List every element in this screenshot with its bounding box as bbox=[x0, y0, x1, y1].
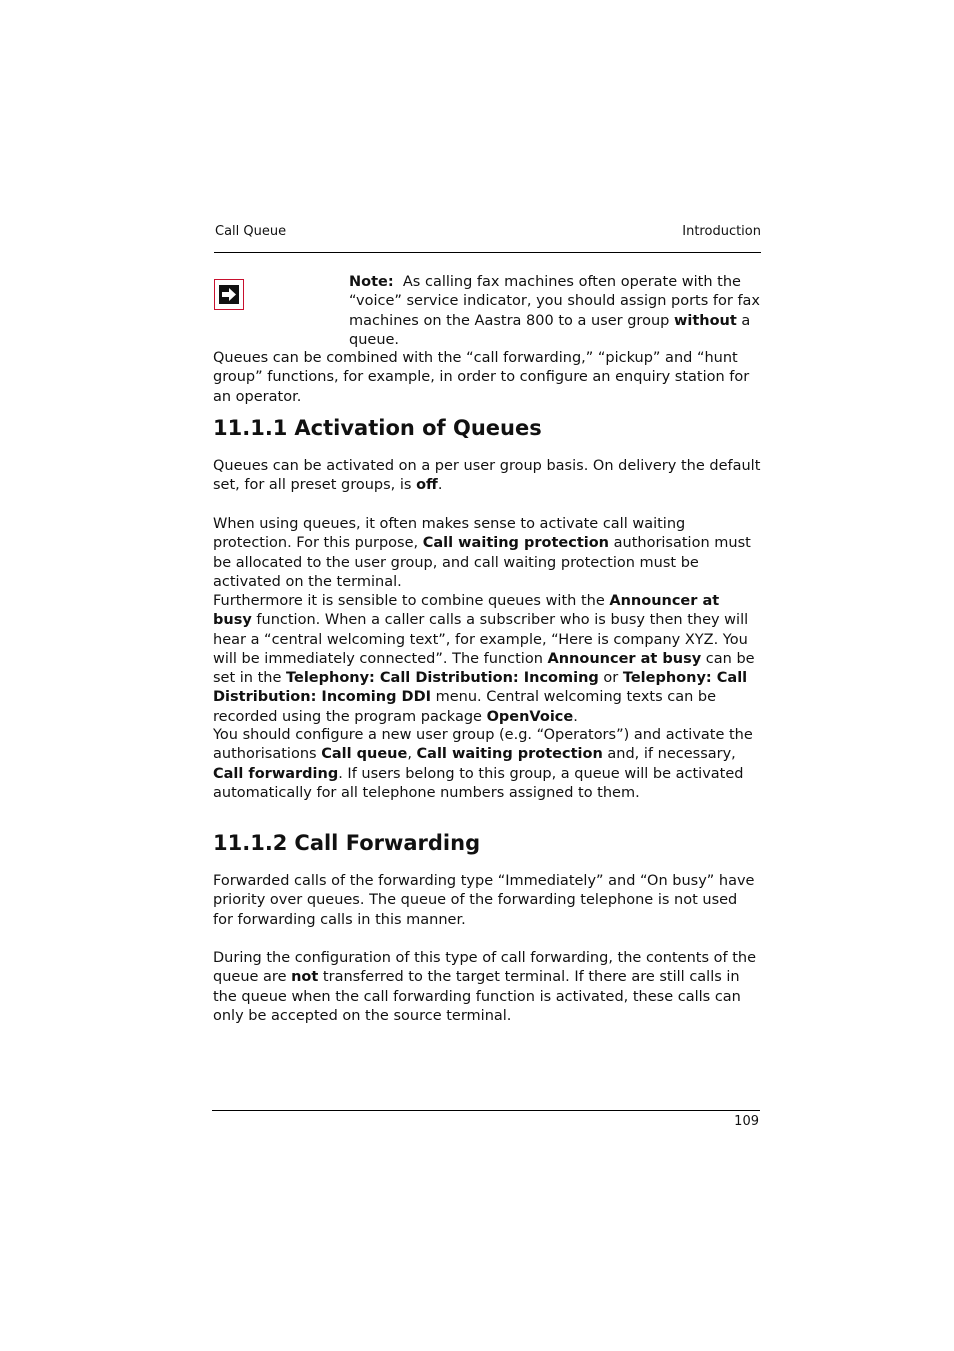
forwarding-paragraph-2 bbox=[213, 949, 761, 1026]
section-title: Activation of Queues bbox=[294, 416, 542, 440]
text: Queues can be activated on a per user group basis. On delivery the default set, for all preset groups, is bbox=[213, 458, 761, 494]
page-number: 109 bbox=[734, 1114, 759, 1129]
text: can be set in the bbox=[213, 650, 755, 687]
bold-announcer-at-busy: Announcer at busy bbox=[547, 650, 702, 667]
bold-off: off bbox=[416, 477, 438, 494]
text: . bbox=[437, 477, 443, 494]
bold-call-queue: Call queue bbox=[321, 746, 408, 763]
bold-openvoice: OpenVoice bbox=[486, 708, 574, 725]
arrow-right-icon bbox=[219, 285, 239, 304]
header-rule bbox=[214, 252, 761, 253]
bold-call-waiting-protection: Call waiting protection bbox=[416, 746, 603, 763]
text: or bbox=[598, 670, 623, 687]
bold-menu-path-ddi: Telephony: Call Distribution: Incoming DDI bbox=[213, 670, 748, 706]
text: Forwarded calls of the forwarding type “Immediately” and “On busy” have priority over queues. The queue of the forwarding telephone is not used for forwarding calls in this manner. bbox=[213, 873, 755, 928]
section-number: 11.1.1 bbox=[213, 416, 288, 440]
text: . bbox=[573, 708, 578, 725]
text: . If users belong to this group, a queue will be activated automatically for all telephone numbers assigned to them. bbox=[213, 765, 744, 801]
note-text-1: As calling fax machines often operate with the “voice” service indicator, you should assign ports for fax machines on the Aastra 800 to a user group bbox=[349, 274, 761, 329]
bold-call-forwarding: Call forwarding bbox=[213, 765, 339, 782]
running-header-section: Introduction bbox=[682, 224, 761, 239]
activation-paragraph-4 bbox=[213, 726, 761, 803]
text: , bbox=[407, 746, 417, 763]
text: menu. Central welcoming texts can be recorded using the program package bbox=[213, 689, 717, 725]
text: function. When a caller calls a subscriber who is busy then they will hear a “central welcoming text”, for example, “Here is company XYZ. You will be immediately connected”. The function bbox=[213, 612, 749, 667]
activation-paragraph-1 bbox=[213, 457, 761, 496]
bold-announcer-at-busy: Announcer at busy bbox=[213, 593, 720, 629]
note-bold-without: without bbox=[673, 312, 737, 329]
section-heading-call-forwarding bbox=[213, 830, 480, 856]
activation-paragraph-2 bbox=[213, 515, 761, 592]
text: You should configure a new user group (e.g. “Operators”) and activate the authorisations bbox=[213, 727, 753, 763]
text: authorisation must be allocated to the user group, and call waiting protection must be activated on the terminal. bbox=[213, 535, 751, 590]
intro-paragraph bbox=[213, 349, 761, 407]
text: transferred to the target terminal. If there are still calls in the queue when the call forwarding function is activated, these calls can only be accepted on the source terminal. bbox=[213, 969, 741, 1024]
text: and, if necessary, bbox=[602, 746, 736, 763]
footer-rule bbox=[212, 1110, 760, 1111]
section-heading-activation bbox=[213, 415, 542, 441]
note-box bbox=[349, 273, 769, 350]
forwarding-paragraph-1 bbox=[213, 872, 761, 930]
note-label: Note: bbox=[349, 274, 394, 290]
bold-call-waiting-protection: Call waiting protection bbox=[422, 535, 610, 552]
bold-menu-path: Telephony: Call Distribution: Incoming bbox=[286, 670, 599, 687]
activation-paragraph-3 bbox=[213, 592, 761, 727]
section-number: 11.1.2 bbox=[213, 831, 288, 855]
bold-not: not bbox=[291, 969, 319, 986]
text: Furthermore it is sensible to combine queues with the bbox=[213, 593, 610, 609]
running-header-chapter: Call Queue bbox=[215, 224, 287, 239]
section-title: Call Forwarding bbox=[294, 831, 481, 855]
text: During the configuration of this type of call forwarding, the contents of the queue are bbox=[213, 950, 757, 986]
intro-text: Queues can be combined with the “call forwarding,” “pickup” and “hunt group” functions, for example, in order to configure an enquiry station for an operator. bbox=[213, 350, 750, 405]
note-text-2: a queue. bbox=[349, 312, 751, 348]
note-arrow-icon bbox=[214, 279, 244, 310]
text: When using queues, it often makes sense to activate call waiting protection. For this purpose, bbox=[213, 516, 686, 552]
